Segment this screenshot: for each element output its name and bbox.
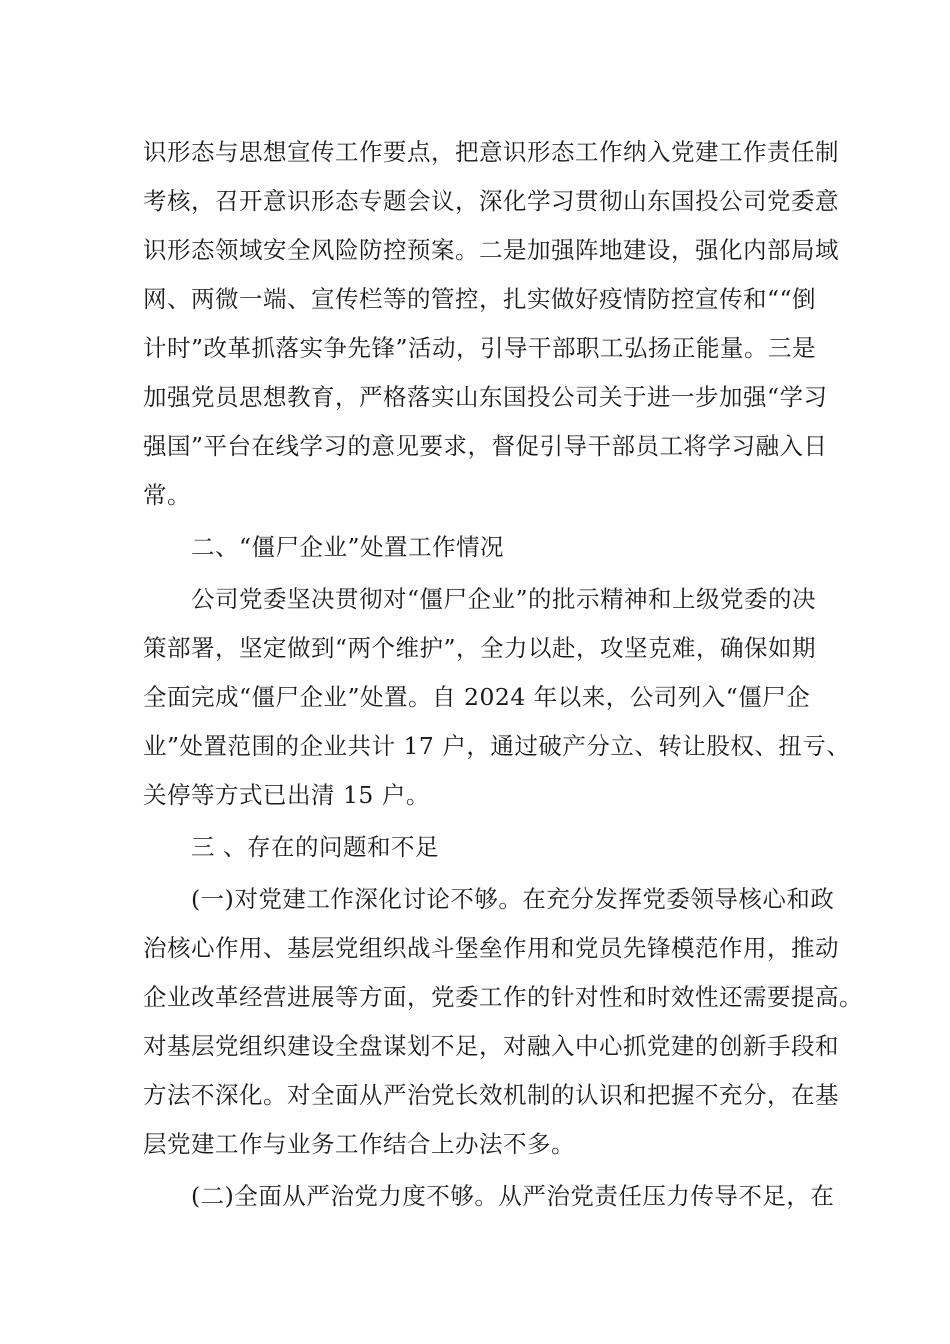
document-body xyxy=(143,128,863,1221)
text-line: 计时”改革抓落实争先锋”活动，引导干部职工弘扬正能量。三是 xyxy=(143,334,817,362)
section-heading-problems: 三 、存在的问题和不足 xyxy=(191,833,439,861)
paragraph-party-building xyxy=(143,875,863,1169)
text-line: (一)对党建工作深化讨论不够。在充分发挥党委领导核心和政 xyxy=(191,885,835,913)
text-line: 治核心作用、基层党组织战斗堡垒作用和党员先锋模范作用，推动 xyxy=(143,934,839,962)
text-line: 强国”平台在线学习的意见要求，督促引导干部员工将学习融入日 xyxy=(143,432,828,460)
text-line: 全面完成“僵尸企业”处置。自 2024 年以来，公司列入“僵尸企 xyxy=(143,683,811,711)
text-line: 对基层党组织建设全盘谋划不足，对融入中心抓党建的创新手段和 xyxy=(143,1032,839,1060)
text-line: 考核，召开意识形态专题会议，深化学习贯彻山东国投公司党委意 xyxy=(143,187,839,215)
text-line: 加强党员思想教育，严格落实山东国投公司关于进一步加强“学习 xyxy=(143,383,828,411)
text-line: 策部署，坚定做到“两个维护”，全力以赴，攻坚克难，确保如期 xyxy=(143,634,817,662)
text-line: 公司党委坚决贯彻对“僵尸企业”的批示精神和上级党委的决 xyxy=(191,585,817,613)
text-line: 识形态领域安全风险防控预案。二是加强阵地建设，强化内部局域 xyxy=(143,236,839,264)
text-line: 方法不深化。对全面从严治党长效机制的认识和把握不充分，在基 xyxy=(143,1081,839,1109)
text-line: 常。 xyxy=(143,481,191,509)
paragraph-zombie-enterprises xyxy=(143,575,851,820)
text-line: 网、两微一端、宣传栏等的管控，扎实做好疫情防控宣传和““倒 xyxy=(143,285,817,313)
text-line: (二)全面从严治党力度不够。从严治党责任压力传导不足，在 xyxy=(191,1182,835,1210)
text-line: 识形态与思想宣传工作要点，把意识形态工作纳入党建工作责任制 xyxy=(143,138,839,166)
text-line: 关停等方式已出清 15 户。 xyxy=(143,781,430,809)
text-line: 业”处置范围的企业共计 17 户，通过破产分立、转让股权、扭亏、 xyxy=(143,732,851,760)
paragraph-ideology-work xyxy=(143,128,839,520)
text-line: 企业改革经营进展等方面，党委工作的针对性和时效性还需要提高。 xyxy=(143,983,863,1011)
section-heading-zombie-enterprises: 二、“僵尸企业”处置工作情况 xyxy=(191,533,505,561)
paragraph-strict-governance xyxy=(143,1172,835,1221)
text-line: 层党建工作与业务工作结合上办法不多。 xyxy=(143,1130,575,1158)
